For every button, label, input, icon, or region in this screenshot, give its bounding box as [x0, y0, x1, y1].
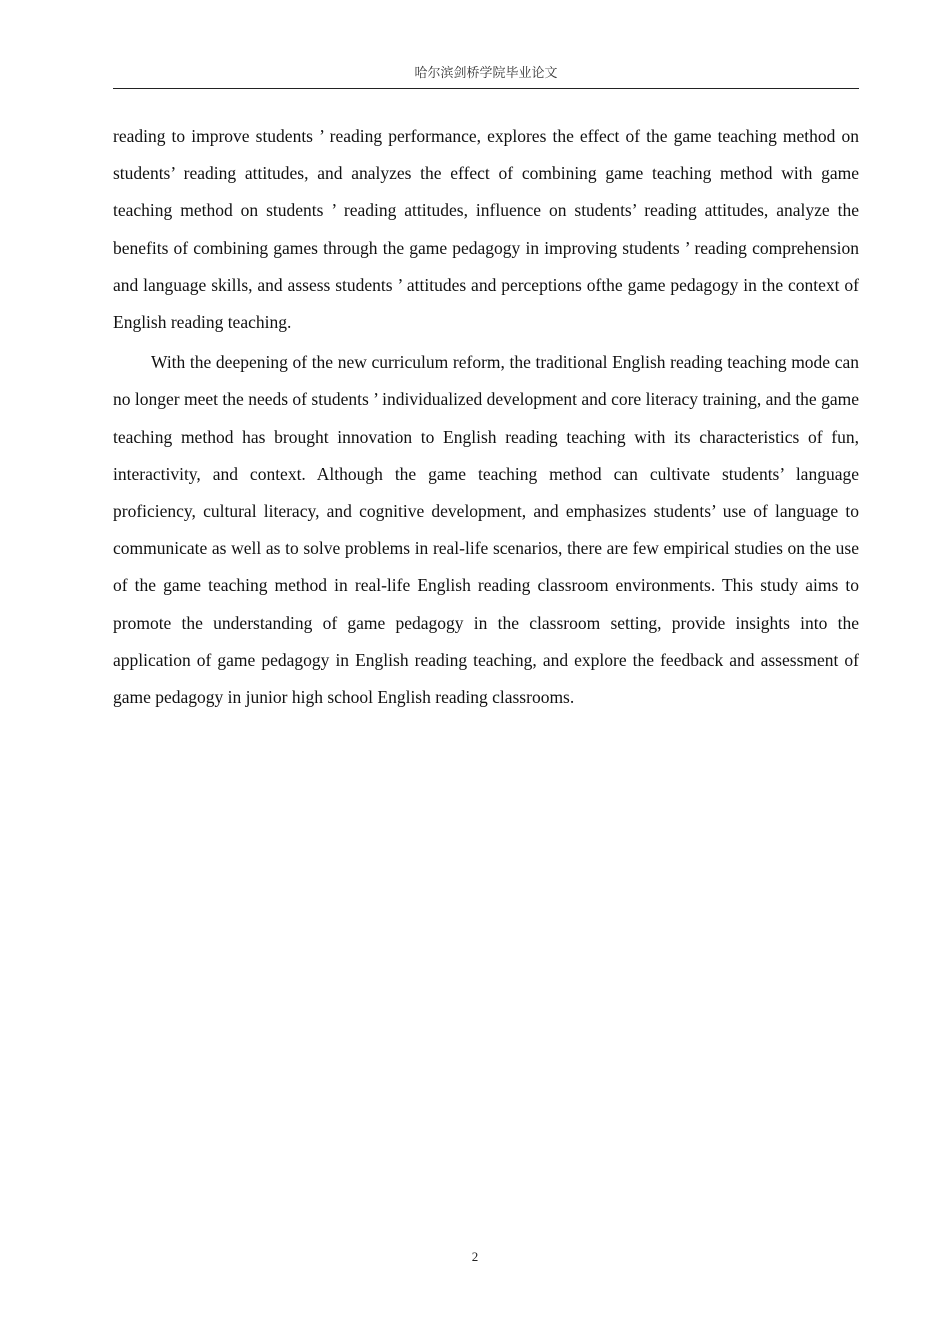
paragraph-continued: reading to improve students ’ reading performance, explores the effect of the game teaching method on students’ reading attitudes, and analyzes the effect of combining game teaching method with game teaching method on students ’ reading attitudes, influence on students’ reading attitudes, analyze the benefits of combining games through the game pedagogy in improving students ’ reading comprehension and language skills, and assess students ’ attitudes and perceptions ofthe game pedagogy in the context of English reading teaching. — [113, 126, 859, 333]
document-body — [113, 118, 859, 716]
header-title: 哈尔滨剑桥学院毕业论文 — [414, 66, 558, 81]
paragraph: With the deepening of the new curriculum reform, the traditional English reading teaching mode can no longer meet the needs of students ’ individualized development and core literacy training, and the game teaching method has brought innovation to English reading teaching with its characteristics of fun, interactivity, and context. Although the game teaching method can cultivate students’ language proficiency, cultural literacy, and cognitive development, and emphasizes students’ use of language to communicate as well as to solve problems in real-life scenarios, there are few empirical studies on the use of the game teaching method in real-life English reading classroom environments. This study aims to promote the understanding of game pedagogy in the classroom setting, provide insights into the application of game pedagogy in English reading teaching, and explore the feedback and assessment of game pedagogy in junior high school English reading classrooms. — [113, 352, 859, 708]
page-header — [113, 64, 859, 89]
page-number: 2 — [471, 1249, 479, 1264]
